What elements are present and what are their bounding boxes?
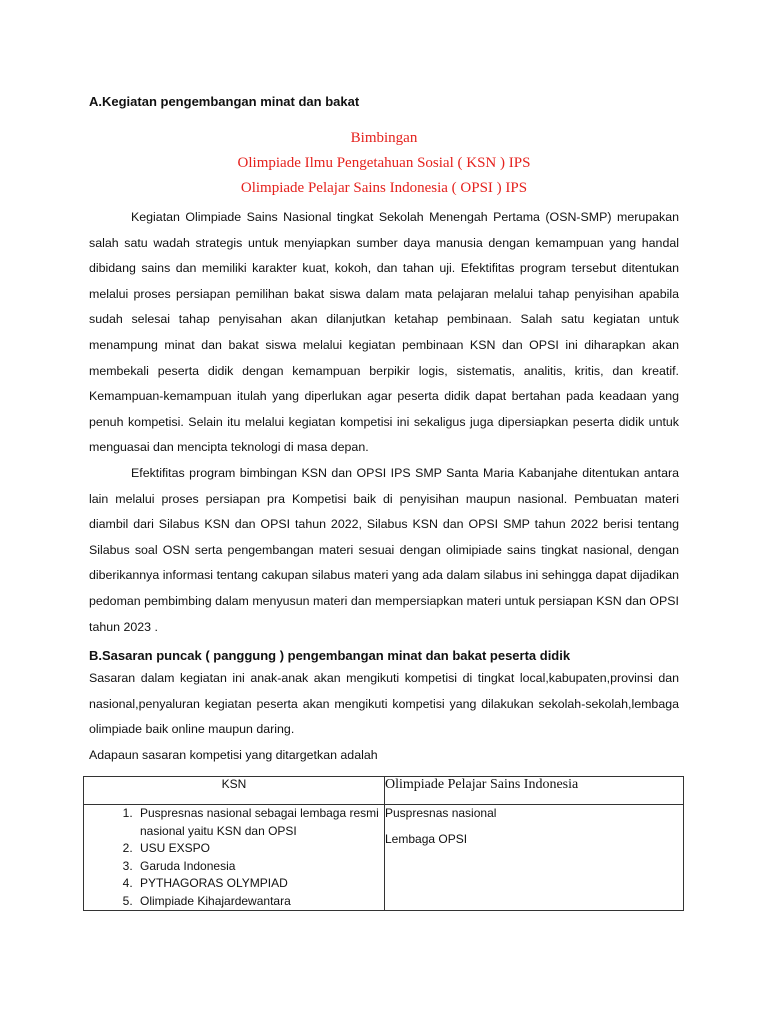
list-item: 3. Garuda Indonesia xyxy=(136,858,384,876)
opsi-item: Puspresnas nasional xyxy=(385,806,497,820)
ksn-list xyxy=(84,805,384,910)
opsi-item: Lembaga OPSI xyxy=(385,832,468,846)
section-a-heading: A.Kegiatan pengembangan minat dan bakat xyxy=(89,94,360,109)
paragraph-1: Kegiatan Olimpiade Sains Nasional tingkat Sekolah Menengah Pertama (OSN-SMP) merupakan salah satu wadah strategis untuk menyiapkan sumber daya manusia dengan kemampuan yang handal dibidang sains dan memiliki karakter kuat, kokoh, dan tahan uji. Efektifitas program tersebut ditentukan melalui proses persiapan pemilihan bakat siswa dalam mata pelajaran melalui tahap penyisihan apabila sudah selesai tahap penyisahan akan dilanjutkan ketahap pembinaan. Salah satu kegiatan untuk menampung minat dan bakat siswa melalui kegiatan pembinaan KSN dan OPSI ini diharapkan akan membekali peserta didik dengan kemampuan berpikir logis, sistematis, analitis, kritis, dan kreatif. Kemampuan-kemampuan itulah yang diperlukan agar peserta didik dapat bertahan pada keadaan yang penuh kompetisi. Selain itu melalui kegiatan kompetisi ini sekaligus juga dipersiapkan peserta didik untuk menguasai dan mencipta teknologi di masa depan. xyxy=(89,210,679,455)
competition-table xyxy=(83,776,684,911)
section-b-text-1: Sasaran dalam kegiatan ini anak-anak akan mengikuti kompetisi di tingkat local,kabupaten,provinsi dan nasional,penyaluran kegiatan peserta akan mengikuti kompetisi yang dilakukan sekolah-sekolah,lembaga olimpiade baik online maupun daring. xyxy=(89,671,679,737)
title-line-1: Bimbingan xyxy=(350,130,418,146)
list-item: 2. USU EXSPO xyxy=(136,840,384,858)
section-b-text-2: Adapaun sasaran kompetisi yang ditargetkan adalah xyxy=(89,747,378,762)
list-item: 4. PYTHAGORAS OLYMPIAD xyxy=(136,875,384,893)
title-line-2: Olimpiade Ilmu Pengetahuan Sosial ( KSN ) IPS xyxy=(237,155,531,171)
title-block xyxy=(89,126,679,201)
table-row xyxy=(84,805,684,911)
list-item: 5. Olimpiade Kihajardewantara xyxy=(136,893,384,911)
header-ksn: KSN xyxy=(84,777,385,805)
document-body xyxy=(89,92,679,768)
opsi-cell xyxy=(385,805,684,911)
header-opsi: Olimpiade Pelajar Sains Indonesia xyxy=(385,777,684,805)
paragraph-2: Efektifitas program bimbingan KSN dan OPSI IPS SMP Santa Maria Kabanjahe ditentukan antara lain melalui proses persiapan pra Kompetisi baik di penyisihan maupun nasional. Pembuatan materi diambil dari Silabus KSN dan OPSI tahun 2022, Silabus KSN dan OPSI SMP tahun 2022 berisi tentang Silabus soal OSN serta pengembangan materi sesuai dengan olimipiade sains tingkat nasional, dengan diberikannya informasi tentang cakupan silabus materi yang ada dalam silabus ini sehingga dapat dijadikan pedoman pembimbing dalam menyusun materi dan mempersiapkan materi untuk persiapan KSN dan OPSI tahun 2023 . xyxy=(89,465,679,634)
table-header-row xyxy=(84,777,684,805)
list-item: 1. Puspresnas nasional sebagai lembaga resmi nasional yaitu KSN dan OPSI xyxy=(136,805,384,840)
title-line-3: Olimpiade Pelajar Sains Indonesia ( OPSI ) IPS xyxy=(240,180,528,196)
ksn-cell xyxy=(84,805,385,911)
section-b-heading: B.Sasaran puncak ( panggung ) pengembangan minat dan bakat peserta didik xyxy=(89,648,571,664)
